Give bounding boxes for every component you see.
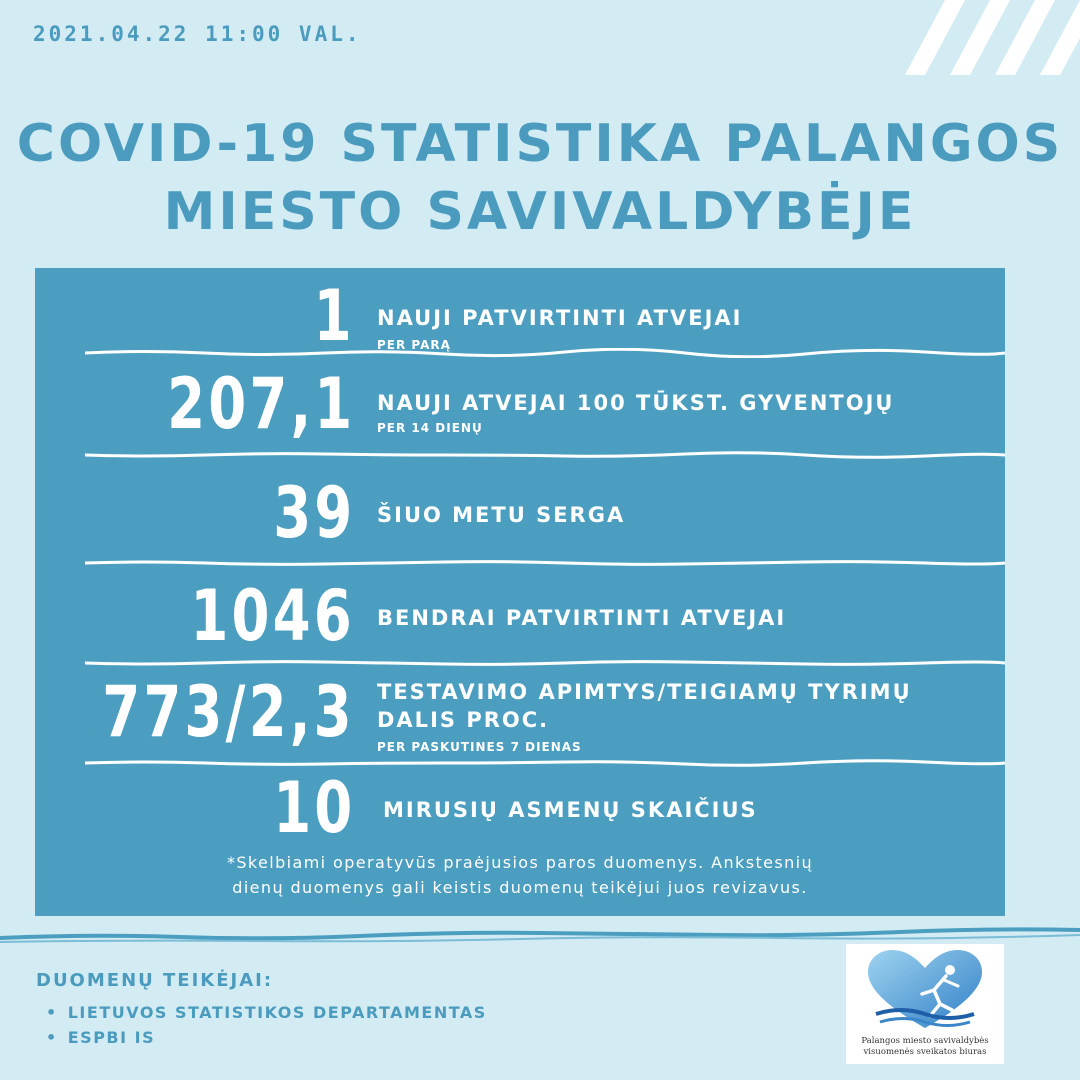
stat-row-total-confirmed (35, 576, 1005, 656)
row-divider (85, 348, 1005, 358)
provider-item: • LIETUVOS STATISTIKOS DEPARTAMENTAS (46, 1000, 487, 1025)
logo-caption-line-2: visuomenės sveikatos biuras (863, 1047, 987, 1057)
decorative-stripes (850, 0, 1080, 75)
disclaimer-note (35, 850, 1005, 900)
row-divider (85, 658, 1005, 668)
stat-label: NAUJI ATVEJAI 100 TŪKST. GYVENTOJŲ (377, 391, 895, 415)
stat-label: MIRUSIŲ ASMENŲ SKAIČIUS (383, 798, 758, 822)
logo-caption-line-1: Palangos miesto savivaldybės (861, 1036, 989, 1046)
stat-value: 207,1 (166, 363, 355, 445)
page-title (0, 110, 1080, 246)
stats-panel (35, 268, 1005, 916)
title-line-2: MIESTO SAVIVALDYBĖJE (163, 182, 917, 242)
health-bureau-logo (846, 944, 1004, 1064)
stat-row-testing (35, 672, 1005, 772)
stat-value: 1046 (190, 575, 355, 657)
stat-label: ŠIUO METU SERGA (377, 503, 626, 527)
stat-value: 10 (272, 767, 355, 849)
provider-item: • ESPBI IS (46, 1025, 487, 1050)
stat-value: 1 (313, 275, 355, 357)
row-divider (85, 758, 1005, 768)
date-label: 2021.04.22 11:00 VAL. (33, 22, 362, 46)
stat-row-deaths (35, 768, 1005, 848)
note-line-1: *Skelbiami operatyvūs praėjusios paros duomenys. Ankstesnių (226, 853, 814, 872)
stat-value: 773/2,3 (102, 671, 355, 753)
stat-row-new-cases (35, 276, 1005, 356)
stat-label: BENDRAI PATVIRTINTI ATVEJAI (377, 606, 787, 630)
stat-sublabel: PER PASKUTINES 7 DIENAS (377, 740, 582, 754)
note-line-2: dienų duomenys gali keistis duomenų teikėjui juos revizavus. (232, 878, 808, 897)
stat-sublabel: PER PARĄ (377, 338, 451, 352)
stat-label-continued: DALIS PROC. (377, 708, 550, 732)
stat-row-currently-ill (35, 473, 1005, 553)
bottom-divider (0, 924, 1080, 946)
row-divider (85, 558, 1005, 568)
stat-row-incidence (35, 364, 1005, 444)
title-line-1: COVID-19 STATISTIKA PALANGOS (16, 114, 1064, 174)
stat-sublabel: PER 14 DIENŲ (377, 421, 483, 435)
row-divider (85, 450, 1005, 460)
providers-list (46, 1000, 487, 1050)
logo-caption (846, 1036, 1004, 1058)
providers-title: DUOMENŲ TEIKĖJAI: (36, 970, 274, 991)
stat-label: TESTAVIMO APIMTYS/TEIGIAMŲ TYRIMŲ (377, 680, 912, 704)
heart-runner-icon (846, 944, 1004, 1036)
stat-value: 39 (272, 472, 355, 554)
stat-label: NAUJI PATVIRTINTI ATVEJAI (377, 306, 743, 330)
